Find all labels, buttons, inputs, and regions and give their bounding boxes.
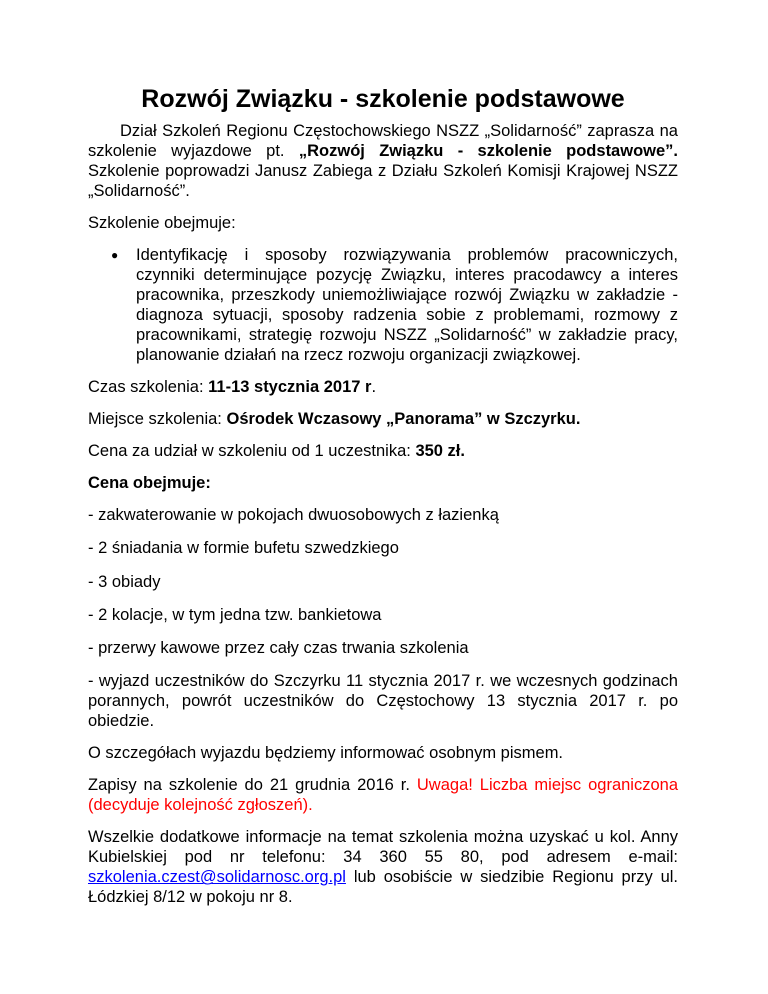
training-price — [88, 441, 678, 461]
place-label: Miejsce szkolenia: — [88, 410, 227, 428]
includes-item: - zakwaterowanie w pokojach dwuosobowych z łazienką — [88, 506, 499, 524]
price-value: 350 zł. — [415, 442, 465, 460]
signup-warning: Uwaga! Liczba miejsc ograniczona (decyduje kolejność zgłoszeń). — [88, 776, 678, 815]
training-place — [88, 409, 678, 429]
info-letter: O szczegółach wyjazdu będziemy informować osobnym pismem. — [88, 744, 564, 763]
place-value: Ośrodek Wczasowy „Panorama” w Szczyrku. — [226, 410, 581, 428]
time-value: 11-13 stycznia 2017 r — [208, 378, 372, 396]
page-title: Rozwój Związku - szkolenie podstawowe — [141, 85, 625, 113]
includes-item: - przerwy kawowe przez cały czas trwania szkolenia — [88, 639, 469, 658]
time-suffix: . — [371, 378, 377, 396]
price-label: Cena za udział w szkoleniu od 1 uczestnika: — [88, 442, 416, 460]
intro-paragraph — [88, 121, 678, 201]
contact-paragraph — [88, 827, 678, 907]
includes-item: - wyjazd uczestników do Szczyrku 11 stycznia 2017 r. we wczesnych godzinach porannych, powrót uczestników do Częstochowy 13 stycznia 2017 r. po obiedzie. — [88, 672, 678, 731]
signup-paragraph — [88, 775, 678, 815]
includes-item: - 3 obiady — [88, 572, 161, 591]
includes-item: - 2 śniadania w formie bufetu szwedzkiego — [88, 539, 399, 558]
email-link[interactable]: szkolenia.czest@solidarnosc.org.pl — [88, 868, 346, 887]
contact-text-2: lub osobiście w siedzibie Regionu przy ul. Łódzkiej 8/12 w pokoju nr 8. — [88, 868, 678, 907]
scope-item-text: Identyfikację i sposoby rozwiązywania problemów pracowniczych, czynniki determinujące pozycję Związku, interes pracodawcy a interes pracownika, przeszkody uniemożliwiające rozwój Związku w zakładzie - diagnoza sytuacji, sposoby radzenia sobie z problemami, rozmowy z pracownikami, strategię rozwoju NSZZ „Solidarność” w zakładzie pracy, planowanie działań na rzecz rozwoju organizacji związkowej. — [136, 246, 678, 364]
intro-text-2: Szkolenie poprowadzi Janusz Zabiega z Działu Szkoleń Komisji Krajowej NSZZ „Solidarność”. — [88, 162, 678, 200]
scope-label: Szkolenie obejmuje: — [88, 214, 236, 232]
training-name: „Rozwój Związku - szkolenie podstawowe”. — [298, 142, 678, 160]
intro-text-1: Dział Szkoleń Regionu Częstochowskiego NSZZ „Solidarność” zaprasza na szkolenie wyjazdowe pt. — [88, 122, 678, 160]
contact-text-1: Wszelkie dodatkowe informacje na temat szkolenia można uzyskać u kol. Anny Kubielskiej pod nr telefonu: 34 360 55 80, pod adresem e-mail: — [88, 828, 678, 867]
training-time — [88, 377, 678, 397]
document-page — [88, 84, 678, 919]
time-label: Czas szkolenia: — [88, 378, 209, 396]
bullet-icon: ● — [111, 248, 119, 262]
scope-list — [88, 245, 678, 365]
includes-label: Cena obejmuje: — [88, 474, 211, 492]
scope-item — [111, 245, 678, 365]
includes-item: - 2 kolacje, w tym jedna tzw. bankietowa — [88, 605, 382, 624]
signup-text: Zapisy na szkolenie do 21 grudnia 2016 r. — [88, 776, 417, 795]
